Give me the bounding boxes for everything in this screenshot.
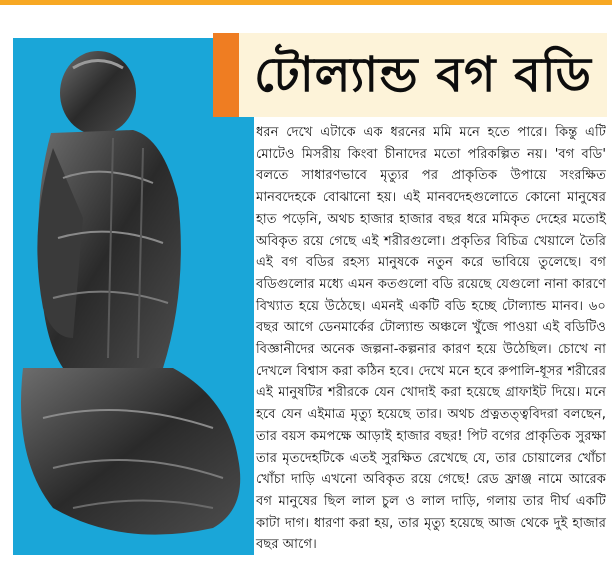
top-orange-rule xyxy=(0,0,612,5)
headline-background xyxy=(239,33,607,117)
headline: টোল্যান্ড বগ বডি xyxy=(254,47,592,103)
article-body xyxy=(256,122,606,554)
article-paragraph: ধরন দেখে এটাকে এক ধরনের মমি মনে হতে পারে। কিন্তু এটি মোটেও মিসরীয় কিংবা চীনাদের মতো পরিকল্পিত নয়। 'বগ বডি' বলতে সাধারণভাবে মৃত্যুর পর প্রাকৃতিক উপায়ে সংরক্ষিত মানবদেহকে বোঝানো হয়। এই মানবদেহগুলোতে কোনো মানুষের হাত পড়েনি, অথচ হাজার হাজার বছর ধরে মমিকৃত দেহের মতোই অবিকৃত রয়ে গেছে এই শরীরগুলো। প্রকৃতির বিচিত্র খেয়ালে তৈরি এই বগ বডির রহস্য মানুষকে নতুন করে ভাবিয়ে তুলেছে। বগ বডিগুলোর মধ্যে এমন কতগুলো বডি রয়েছে যেগুলো নানা কারণে বিখ্যাত হয়ে উঠেছে। এমনই একটি বডি হচ্ছে টোল্যান্ড মানব। ৬০ বছর আগে ডেনমার্কের টোল্যান্ড অঞ্চলে খুঁজে পাওয়া এই বডিটিও বিজ্ঞানীদের অনেক জল্পনা-কল্পনার কারণ হয়ে উঠেছিল। চোখে না দেখলে বিশ্বাস করা কঠিন হবে। দেখে মনে হবে রুপালি-ধূসর শরীরের এই মানুষটির শরীরকে যেন খোদাই করা হয়েছে গ্রাফাইট দিয়ে। মনে হবে যেন এইমাত্র মৃত্যু হয়েছে তার। অথচ প্রত্নতত্ত্ববিদরা বলছেন, তার বয়স কমপক্ষে আড়াই হাজার বছর! পিট বগের প্রাকৃতিক সুরক্ষা তার মৃতদেহটিকে এতই সুরক্ষিত রেখেছে যে, তার চোয়ালের খোঁচা খোঁচা দাড়ি এখনো অবিকৃত রয়ে গেছে! রেড ফ্রাঞ্জ নামে আরেক বগ মানুষের ছিল লাল চুল ও লাল দাড়ি, গলায় তার দীর্ঘ একটি কাটা দাগ। ধারণা করা হয়, তার মৃত্যু হয়েছে আজ থেকে দুই হাজার বছর আগে। xyxy=(256,125,606,553)
headline-banner xyxy=(213,33,607,117)
headline-accent-bar xyxy=(213,33,239,117)
